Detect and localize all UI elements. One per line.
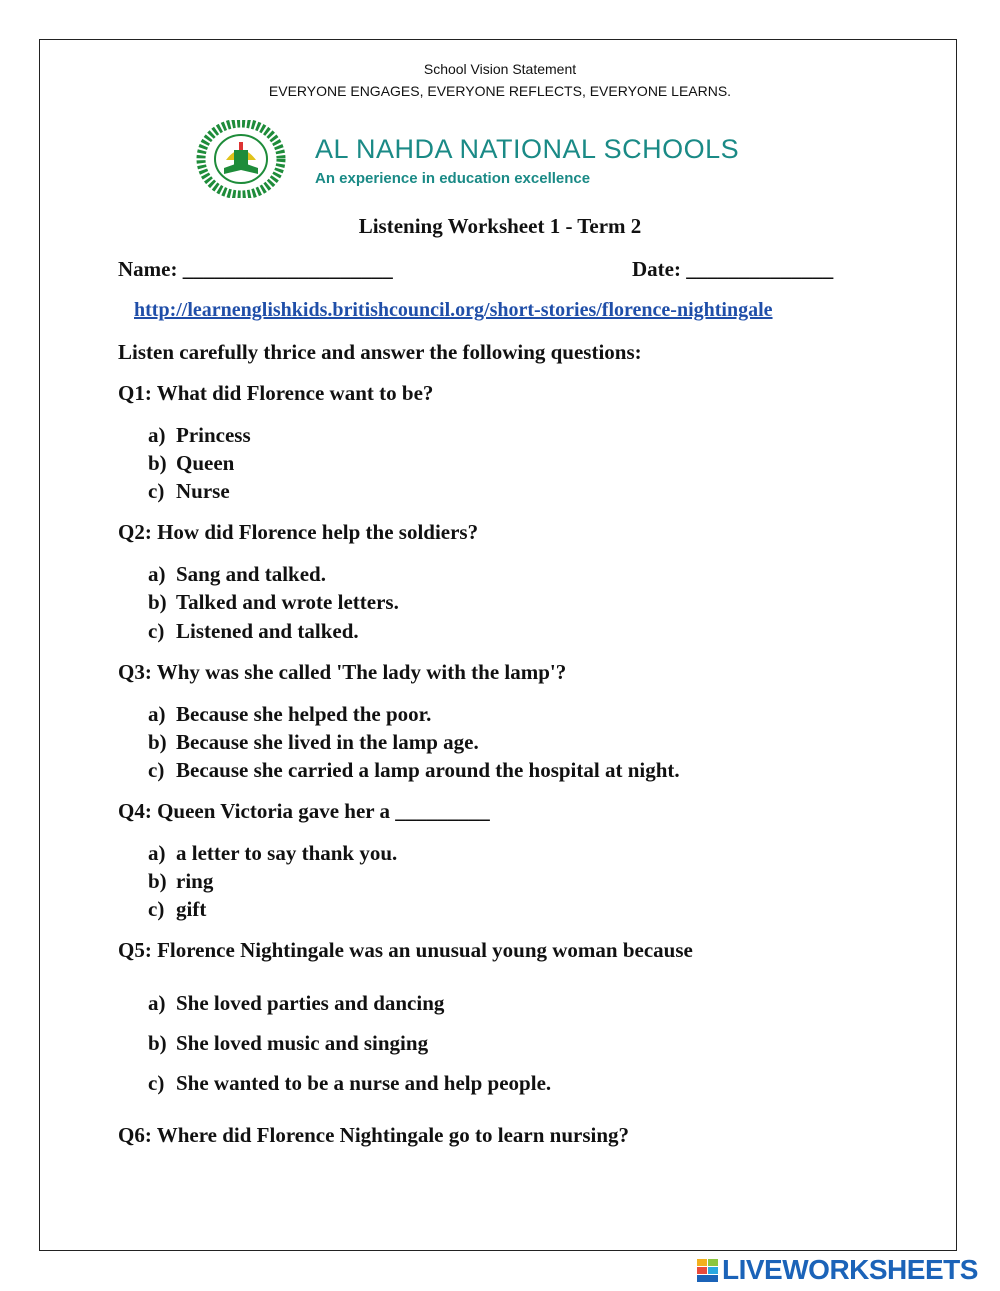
school-crest-logo — [196, 120, 286, 198]
name-field[interactable]: Name: ____________________ — [118, 257, 393, 281]
worksheet-title: Listening Worksheet 1 - Term 2 — [358, 214, 642, 238]
vision-title: School Vision Statement — [423, 61, 577, 77]
q3-option-a[interactable]: a) Because she helped the poor. — [148, 702, 432, 726]
school-name: AL NAHDA NATIONAL SCHOOLS — [315, 134, 740, 164]
story-link[interactable]: http://learnenglishkids.britishcouncil.org/short-stories/florence-nightingale — [134, 299, 773, 321]
q2-option-a[interactable]: a) Sang and talked. — [148, 562, 326, 586]
liveworksheets-brand[interactable]: LIVEWORKSHEETS — [722, 1254, 978, 1285]
vision-statement: EVERYONE ENGAGES, EVERYONE REFLECTS, EVERYONE LEARNS. — [268, 83, 732, 99]
q1-option-a[interactable]: a) Princess — [148, 423, 251, 447]
q3-option-b[interactable]: b) Because she lived in the lamp age. — [148, 730, 479, 754]
q4-option-b[interactable]: b) ring — [148, 869, 214, 893]
q5-option-b[interactable]: b) She loved music and singing — [148, 1031, 429, 1055]
liveworksheets-icon — [697, 1259, 719, 1283]
date-field[interactable]: Date: ______________ — [632, 257, 834, 281]
q4-option-a[interactable]: a) a letter to say thank you. — [148, 841, 398, 865]
school-tagline: An experience in education excellence — [315, 170, 591, 187]
q2-option-c[interactable]: c) Listened and talked. — [148, 619, 359, 643]
q5-option-c[interactable]: c) She wanted to be a nurse and help people. — [148, 1071, 552, 1095]
question-2: Q2: How did Florence help the soldiers? — [118, 520, 479, 544]
q3-option-c[interactable]: c) Because she carried a lamp around the hospital at night. — [148, 758, 680, 782]
question-5: Q5: Florence Nightingale was an unusual young woman because — [118, 938, 693, 962]
question-4: Q4: Queen Victoria gave her a _________ — [118, 799, 490, 823]
question-6: Q6: Where did Florence Nightingale go to learn nursing? — [118, 1123, 630, 1147]
question-1: Q1: What did Florence want to be? — [118, 381, 434, 405]
instructions: Listen carefully thrice and answer the following questions: — [118, 340, 642, 364]
q4-option-c[interactable]: c) gift — [148, 897, 207, 921]
q5-option-a[interactable]: a) She loved parties and dancing — [148, 991, 445, 1015]
q1-option-c[interactable]: c) Nurse — [148, 479, 230, 503]
q2-option-b[interactable]: b) Talked and wrote letters. — [148, 590, 399, 614]
q1-option-b[interactable]: b) Queen — [148, 451, 235, 475]
question-3: Q3: Why was she called 'The lady with the lamp'? — [118, 660, 567, 684]
